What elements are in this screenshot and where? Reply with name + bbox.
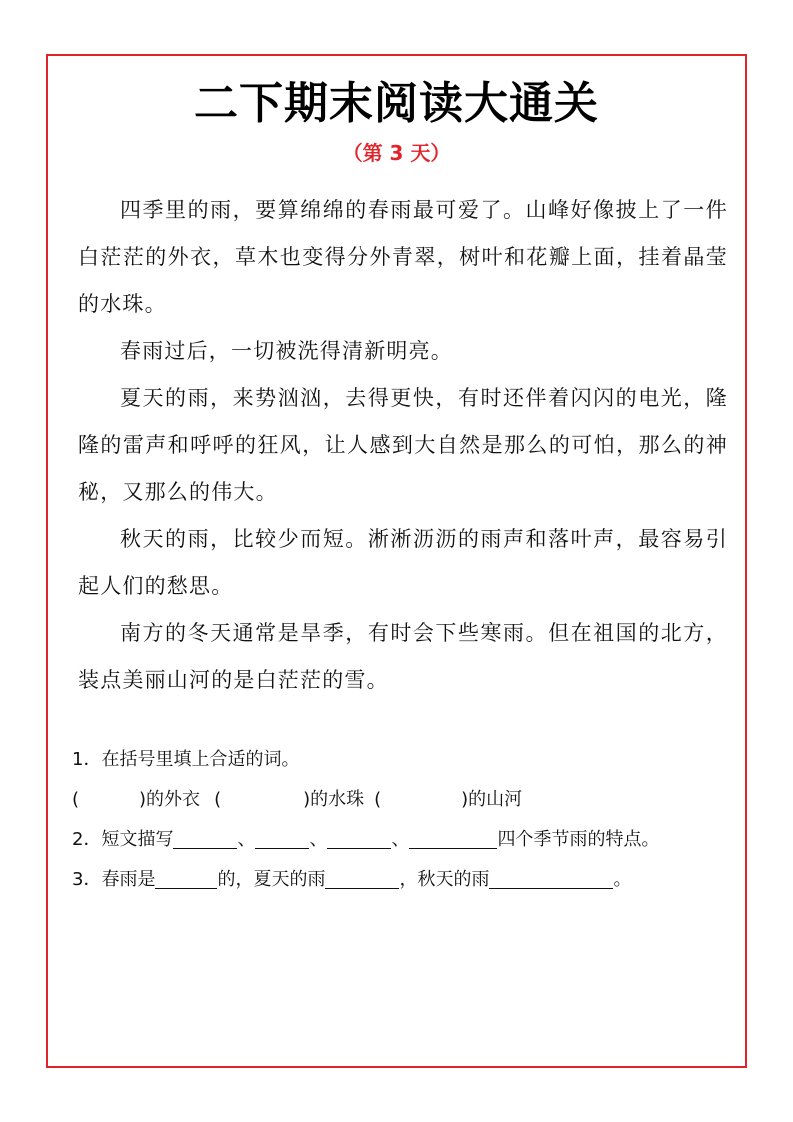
q1-open-paren-1: ( [72, 789, 80, 810]
q2-blank-1[interactable] [173, 828, 237, 849]
q1-item-2-label: )的水珠 [303, 789, 365, 810]
q1-item-1-label: )的外衣 [139, 789, 201, 810]
question-section [72, 740, 732, 900]
q2-blank-4[interactable] [409, 828, 497, 849]
question-3-mid-2: ，秋天的雨 [399, 869, 490, 890]
question-3-prefix: 春雨是 [101, 869, 156, 890]
q1-item-3-label: )的山河 [461, 789, 523, 810]
passage-paragraph-3: 夏天的雨，来势汹汹，去得更快，有时还伴着闪闪的电光，隆隆的雷声和呼呼的狂风，让人感到大自然是那么的可怕，那么的神秘，又那么的伟大。 [78, 386, 728, 504]
question-2-suffix: 四个季节雨的特点。 [497, 829, 660, 850]
question-3-number: 3． [72, 869, 102, 890]
question-3-mid-1: 的，夏天的雨 [217, 869, 326, 890]
q2-sep-1: 、 [237, 829, 256, 850]
passage-paragraph-5: 南方的冬天通常是旱季，有时会下些寒雨。但在祖国的北方，装点美丽山河的是白茫茫的雪。 [78, 621, 728, 692]
passage-paragraph-4: 秋天的雨，比较少而短。淅淅沥沥的雨声和落叶声，最容易引起人们的愁思。 [78, 527, 728, 598]
question-3-suffix: 。 [613, 869, 632, 890]
q2-blank-2[interactable] [255, 828, 309, 849]
question-2-prefix: 短文描写 [101, 829, 174, 850]
passage-paragraph-1: 四季里的雨，要算绵绵的春雨最可爱了。山峰好像披上了一件白茫茫的外衣，草木也变得分外青翠，树叶和花瓣上面，挂着晶莹的水珠。 [78, 198, 728, 316]
reading-passage [78, 187, 728, 704]
q2-blank-3[interactable] [327, 828, 391, 849]
question-1 [72, 740, 732, 780]
question-1-items [72, 780, 732, 820]
question-2-number: 2． [72, 829, 102, 850]
question-1-number: 1． [72, 749, 102, 770]
passage-paragraph-2: 春雨过后，一切被洗得清新明亮。 [120, 339, 453, 363]
question-1-text: 在括号里填上合适的词。 [101, 749, 300, 770]
q1-open-paren-2: ( [214, 789, 222, 810]
q3-blank-1[interactable] [155, 868, 217, 889]
question-3 [72, 860, 732, 900]
page-title: 二下期末阅读大通关 [194, 78, 599, 129]
q3-blank-2[interactable] [325, 868, 399, 889]
q1-open-paren-3: ( [374, 789, 382, 810]
q2-sep-2: 、 [309, 829, 328, 850]
q2-sep-3: 、 [391, 829, 410, 850]
q3-blank-3[interactable] [489, 868, 613, 889]
page-subtitle: （第 3 天） [342, 141, 451, 165]
question-2 [72, 820, 732, 860]
